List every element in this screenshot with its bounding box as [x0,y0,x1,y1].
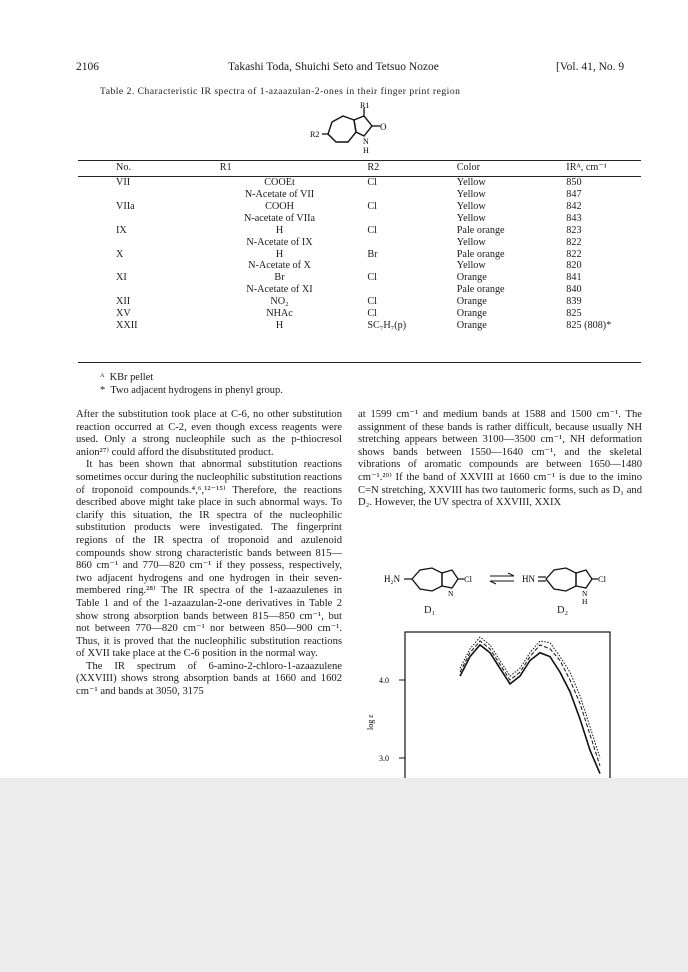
cell-ir: 843 [566,212,582,224]
cell-color: Yellow [456,260,486,272]
right-paragraph-1: at 1599 cm⁻¹ and medium bands at 1588 and 1500 cm⁻¹. The assignment of these bands is rather difficult, because usually NH stretching appears between 3100—3500 cm⁻¹, NH deformation shows bands between 1550—1640 cm⁻¹, and the skeletal vibrations of aromatic compounds are between 1650—1480 cm⁻¹.²⁹⁾ If the band of XXVIII at 1660 cm⁻¹ is due to the imino C=N stretching, XXVIII has two tautomeric forms, such as D₁ and D₂. However, the UV spectra of XXVIII, XXIX [358,409,642,509]
note-star: * Two adjacent hydrogens in phenyl group. [100,384,283,396]
cell-color: Pale orange [456,224,505,236]
cell-r2 [339,284,436,296]
cell-r2 [339,213,436,225]
col-no: No. [116,162,131,174]
cell-r1: H [275,224,284,236]
cell-r2: Cl [367,272,377,284]
d1-n-label: N [448,589,454,598]
note-a: ᴬ KBr pellet [100,372,154,383]
r2-label: R2 [310,130,320,139]
cell-r1: NO₂ [270,296,289,308]
cell-color: Orange [456,296,487,308]
cell-no: VIIa [116,200,135,212]
cell-ir: 822 [566,248,582,260]
cell-color: Yellow [456,189,486,201]
cell-no: X [116,248,124,260]
cell-color: Pale orange [456,248,505,260]
d2-h-label: H [582,597,588,606]
tautomer-structures [362,558,642,618]
table-bottom-rule [78,362,641,363]
table-notes [100,372,283,397]
cell-r1: N-acetate of VIIa [243,212,316,224]
cell-color: Yellow [456,177,486,189]
cell-no: XV [116,307,131,319]
spectrum-series [460,637,600,774]
table-row [78,189,641,201]
cell-r2: Br [367,248,378,260]
cell-r2: Cl [367,307,377,319]
cell-r2: SC₇H₇(p) [367,319,407,331]
cell-no [78,189,220,201]
cell-color: Orange [456,319,487,331]
hydrogen-label: H [363,146,369,155]
cell-ir: 842 [566,200,582,212]
cell-r2: Cl [367,296,377,308]
left-paragraph-3: The IR spectrum of 6-amino-2-chloro-1-azaazulene (XXVIII) shows strong absorption bands at 1660 and 1602 cm⁻¹ and bands at 3050, 3175 [76,660,342,698]
cell-no: XXII [116,319,138,331]
left-text-column [76,409,342,778]
d2-imino-label: HN [522,574,535,584]
d2-label: D₂ [557,605,569,616]
table-row [78,225,641,237]
table-row [78,260,641,272]
table-header-row [78,160,641,177]
y-axis-label: log ε [366,714,375,730]
cell-color: Pale orange [456,284,505,296]
cell-r1: H [275,248,284,260]
cell-no [78,213,220,225]
cell-ir: 820 [566,260,582,272]
cell-r1: Br [274,272,285,284]
cell-r1: N-Acetate of VII [244,189,315,201]
cell-no: VII [116,177,131,189]
cell-no: XII [116,296,131,308]
cell-r2: Cl [367,200,377,212]
cell-ir: 841 [566,272,582,284]
cell-r2: Cl [367,224,377,236]
cell-color: Orange [456,272,487,284]
left-paragraph-2: It has been shown that abnormal substitution reactions sometimes occur during the nucleophilic substitution reactions of troponoid compounds.⁴,⁶,¹²⁻¹⁵⁾ Therefore, the reactions described above might take place in such abnormal ways. To clarify this situation, the IR spectra of the nucleophilic substitution products were investigated. The fingerprint regions of the IR spectra of troponoid and azulenoid compounds show strong characteristic bands between 815—860 cm⁻¹ and 770—820 cm⁻¹ if they possess, respectively, two adjacent hydrogens and one hydrogen in their seven-membered ring.²⁸⁾ The IR spectra of the 1-azaazulenes in Table 1 and of the 1-azaazulan-2-one derivatives in Table 2 show strong absorption bands between 815—850 cm⁻¹, but not between 770—820 cm⁻¹ nor between 850—900 cm⁻¹. Thus, it is proved that the nucleophilic substitution reactions of XVII take place at the C-6 position in the normal way. [76,459,342,660]
oxygen-label: O [380,122,387,132]
cell-ir: 825 (808)* [566,319,612,331]
azaazulanone-structure [300,100,400,160]
d2-cl-label: Cl [598,574,607,584]
table-row [78,236,641,248]
tick-label-4: 4.0 [379,676,389,685]
cell-r2: Cl [367,177,377,189]
table-row [78,248,641,260]
cell-r2 [339,236,436,248]
cell-ir: 847 [566,189,582,201]
cell-no [78,236,220,248]
cell-ir: 850 [566,177,582,189]
d1-cl-label: Cl [464,574,473,584]
cell-r1: N-Acetate of IX [246,236,313,248]
d1-amino-label: H₂N [384,574,401,584]
cell-no: IX [116,224,127,236]
nitrogen-label: N [363,137,369,146]
table-row [78,177,641,189]
col-ir: IRᴬ, cm⁻¹ [566,162,607,174]
table-row [78,201,641,213]
table-row [78,213,641,225]
ir-table [78,160,641,332]
cell-color: Yellow [456,200,486,212]
cell-no [78,260,220,272]
empty-area [0,778,688,972]
running-title: Takashi Toda, Shuichi Seto and Tetsuo Nozoe [228,61,439,73]
table-row [78,284,641,296]
cell-r2 [339,189,436,201]
uv-spectrum-chart [365,630,645,778]
table-row [78,296,641,308]
cell-ir: 822 [566,236,582,248]
chart-frame [405,632,610,778]
cell-r1: NHAc [266,307,293,319]
cell-color: Yellow [456,212,486,224]
cell-ir: 823 [566,224,582,236]
table-caption: Table 2. Characteristic IR spectra of 1-azaazulan-2-ones in their finger print region [100,86,461,97]
cell-color: Orange [456,307,487,319]
cell-r2 [339,260,436,272]
cell-r1: COOH [265,200,294,212]
d2-n-label: N [582,589,588,598]
cell-r1: N-Acetate of XI [246,284,313,296]
spectrum-line-dotted [460,637,600,758]
page-number: 2106 [76,61,99,73]
cell-ir: 840 [566,284,582,296]
spectrum-line-solid [460,645,600,774]
cell-ir: 839 [566,296,582,308]
col-r2: R2 [367,162,380,174]
table-row [78,272,641,284]
r1-label: R1 [360,101,370,110]
left-paragraph-1: After the substitution took place at C-6, no other substitution reaction occurred at C-2, even though excess reagents were used. Only a strong nucleophile such as the p-thiocresol anion²⁷⁾ could afford the disubstituted product. [76,409,342,458]
cell-no [78,284,220,296]
right-text-column [358,409,642,510]
cell-ir: 825 [566,307,582,319]
tick-label-3: 3.0 [379,754,389,763]
cell-color: Yellow [456,236,486,248]
cell-r1: COOEt [264,177,295,189]
volume-info: [Vol. 41, No. 9 [556,61,625,73]
cell-r1: H [275,319,284,331]
col-color: Color [456,162,480,174]
table-row [78,320,641,332]
d1-label: D₁ [424,605,436,616]
table-row [78,308,641,320]
cell-r1: N-Acetate of X [248,260,311,272]
table-body [78,177,641,332]
col-r1: R1 [219,162,232,174]
cell-no: XI [116,272,127,284]
